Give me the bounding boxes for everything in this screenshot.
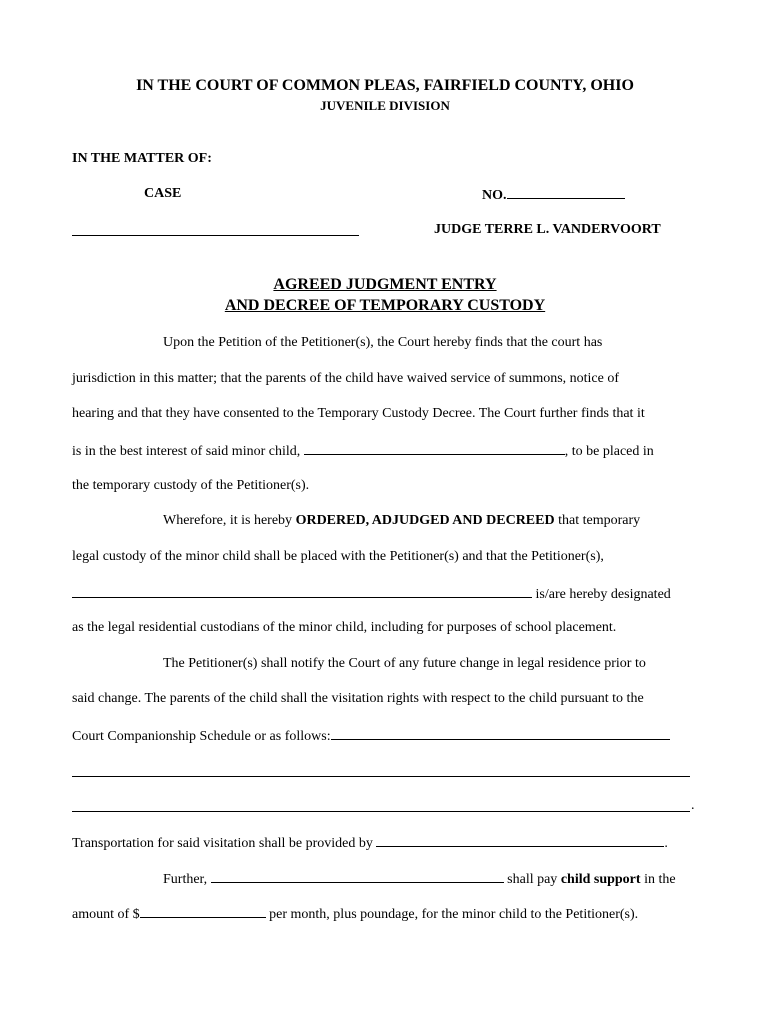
- matter-label: IN THE MATTER OF:: [72, 151, 212, 166]
- body-text: Court Companionship Schedule or as follows:: [72, 729, 331, 744]
- body-text: that temporary: [554, 513, 641, 528]
- division-heading: JUVENILE DIVISION: [320, 98, 450, 113]
- body-line: The Petitioner(s) shall notify the Court of any future change in legal residence prior to: [163, 656, 646, 671]
- ordered-adjudged-decreed: ORDERED, ADJUDGED AND DECREED: [295, 513, 555, 528]
- body-text: is/are hereby designated: [532, 587, 671, 602]
- document-title-line1: AGREED JUDGMENT ENTRY: [273, 276, 497, 293]
- body-line: Upon the Petition of the Petitioner(s), the Court hereby finds that the court has: [163, 335, 603, 350]
- body-line: legal custody of the minor child shall be placed with the Petitioner(s) and that the Petitioner(s),: [72, 549, 604, 564]
- visitation-terms-period: .: [691, 798, 695, 813]
- body-line: [163, 870, 676, 888]
- body-text: Wherefore, it is hereby: [163, 513, 296, 528]
- body-line: [163, 513, 640, 529]
- body-line: [72, 727, 670, 745]
- body-text: Transportation for said visitation shall be provided by: [72, 836, 377, 851]
- child-support-term: child support: [560, 872, 641, 887]
- body-text: Further,: [163, 872, 211, 887]
- judge-name: JUDGE TERRE L. VANDERVOORT: [434, 222, 661, 237]
- body-line: as the legal residential custodians of the minor child, including for purposes of school placement.: [72, 620, 617, 635]
- body-text: shall pay: [503, 872, 561, 887]
- obligor-name-blank[interactable]: [211, 870, 504, 883]
- body-line: [72, 585, 671, 603]
- petitioners-name-blank[interactable]: [72, 585, 532, 598]
- body-line: said change. The parents of the child shall the visitation rights with respect to the child pursuant to the: [72, 691, 644, 706]
- case-label: CASE: [144, 186, 182, 201]
- case-number-field: [482, 186, 625, 204]
- body-line: [72, 905, 638, 923]
- body-text: per month, plus poundage, for the minor child to the Petitioner(s).: [265, 907, 639, 922]
- document-title-line2: AND DECREE OF TEMPORARY CUSTODY: [224, 297, 546, 314]
- body-line: [72, 442, 654, 460]
- case-number-blank[interactable]: [507, 186, 625, 199]
- body-text: .: [664, 836, 668, 851]
- body-text: is in the best interest of said minor child,: [72, 444, 304, 459]
- body-text: amount of $: [72, 907, 140, 922]
- court-heading: IN THE COURT OF COMMON PLEAS, FAIRFIELD COUNTY, OHIO: [136, 77, 634, 94]
- case-number-label: NO.: [482, 188, 507, 203]
- body-line: jurisdiction in this matter; that the parents of the child have waived service of summons, notice of: [72, 371, 620, 386]
- transportation-provider-blank[interactable]: [376, 834, 664, 847]
- body-line: the temporary custody of the Petitioner(s).: [72, 478, 310, 493]
- visitation-terms-blank-line3[interactable]: [72, 811, 690, 812]
- support-amount-blank[interactable]: [140, 905, 266, 918]
- visitation-terms-blank-line2[interactable]: [72, 776, 690, 777]
- body-text: , to be placed in: [564, 444, 654, 459]
- body-line: [72, 834, 668, 852]
- child-name-blank[interactable]: [304, 442, 565, 455]
- body-text: in the: [640, 872, 676, 887]
- party-name-blank[interactable]: [72, 235, 359, 236]
- body-line: hearing and that they have consented to the Temporary Custody Decree. The Court further finds that it: [72, 406, 645, 421]
- visitation-terms-blank[interactable]: [331, 727, 670, 740]
